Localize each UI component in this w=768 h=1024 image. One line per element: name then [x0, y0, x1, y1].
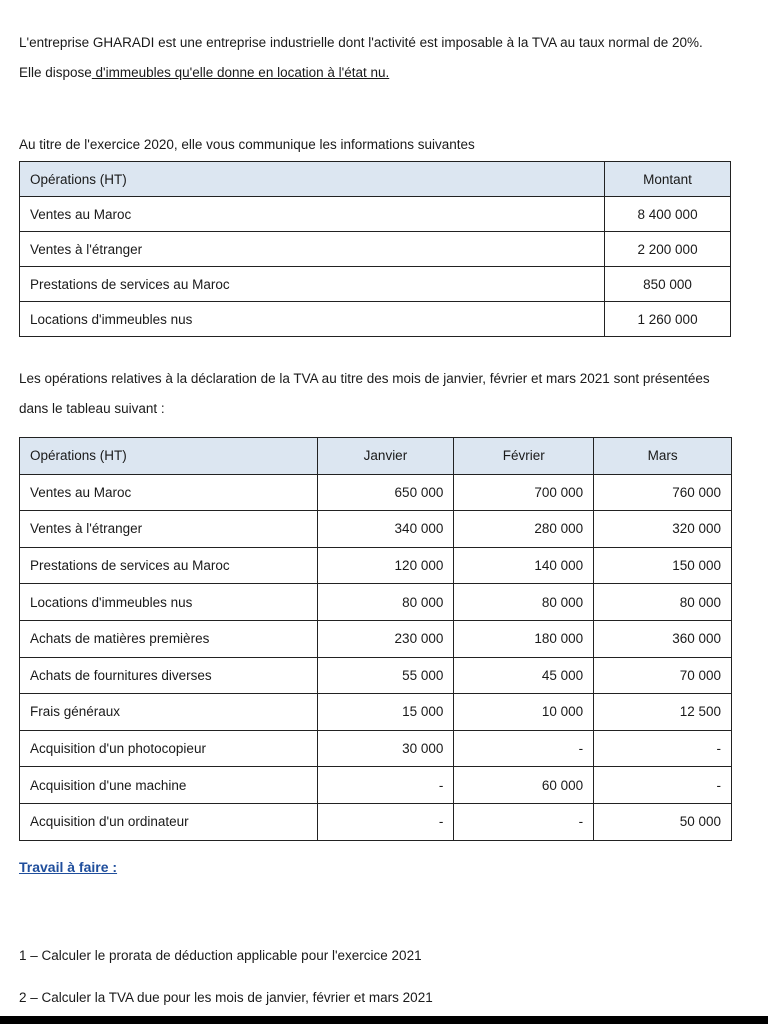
operation-cell: Achats de matières premières	[20, 620, 318, 657]
fevrier-cell: 60 000	[454, 767, 594, 804]
operation-cell: Frais généraux	[20, 694, 318, 731]
intro-line-2-prefix: Elle dispose	[19, 65, 92, 80]
operation-cell: Acquisition d'un ordinateur	[20, 803, 318, 840]
mars-cell: 12 500	[594, 694, 732, 731]
exercise-2020-table	[19, 161, 731, 337]
operation-cell: Acquisition d'un photocopieur	[20, 730, 318, 767]
table-row	[20, 511, 732, 548]
table-row	[20, 657, 732, 694]
column-header-fevrier: Février	[454, 438, 594, 475]
fevrier-cell: 45 000	[454, 657, 594, 694]
janvier-cell: 230 000	[317, 620, 454, 657]
operation-cell: Locations d'immeubles nus	[20, 302, 605, 337]
column-header-mars: Mars	[594, 438, 732, 475]
janvier-cell: 55 000	[317, 657, 454, 694]
table-header-row	[20, 162, 731, 197]
janvier-cell: 120 000	[317, 547, 454, 584]
janvier-cell: 340 000	[317, 511, 454, 548]
table-row	[20, 803, 732, 840]
fevrier-cell: 10 000	[454, 694, 594, 731]
janvier-cell: -	[317, 803, 454, 840]
table-row	[20, 694, 732, 731]
fevrier-cell: 700 000	[454, 474, 594, 511]
mars-cell: 760 000	[594, 474, 732, 511]
fevrier-cell: -	[454, 803, 594, 840]
intro-line-1: L'entreprise GHARADI est une entreprise industrielle dont l'activité est imposable à la TVA au taux normal de 20%.	[19, 35, 703, 50]
mars-cell: -	[594, 767, 732, 804]
amount-cell: 2 200 000	[605, 232, 731, 267]
table-row	[20, 474, 732, 511]
bottom-black-bar	[0, 1016, 768, 1024]
table-row	[20, 302, 731, 337]
fevrier-cell: 180 000	[454, 620, 594, 657]
table-row	[20, 767, 732, 804]
intro-line-2	[19, 65, 389, 80]
amount-cell: 1 260 000	[605, 302, 731, 337]
janvier-cell: -	[317, 767, 454, 804]
janvier-cell: 80 000	[317, 584, 454, 621]
operation-cell: Prestations de services au Maroc	[20, 547, 318, 584]
amount-cell: 850 000	[605, 267, 731, 302]
mars-cell: 150 000	[594, 547, 732, 584]
table1-caption: Au titre de l'exercice 2020, elle vous communique les informations suivantes	[19, 137, 475, 152]
operation-cell: Prestations de services au Maroc	[20, 267, 605, 302]
table-row	[20, 197, 731, 232]
amount-cell: 8 400 000	[605, 197, 731, 232]
fevrier-cell: 80 000	[454, 584, 594, 621]
mars-cell: -	[594, 730, 732, 767]
operation-cell: Achats de fournitures diverses	[20, 657, 318, 694]
fevrier-cell: -	[454, 730, 594, 767]
operation-cell: Ventes au Maroc	[20, 474, 318, 511]
janvier-cell: 650 000	[317, 474, 454, 511]
paragraph2-line-2: dans le tableau suivant :	[19, 401, 165, 416]
table-row	[20, 267, 731, 302]
janvier-cell: 15 000	[317, 694, 454, 731]
mars-cell: 50 000	[594, 803, 732, 840]
column-header-montant: Montant	[605, 162, 731, 197]
column-header-operations: Opérations (HT)	[20, 162, 605, 197]
mars-cell: 360 000	[594, 620, 732, 657]
operation-cell: Ventes à l'étranger	[20, 511, 318, 548]
column-header-janvier: Janvier	[317, 438, 454, 475]
table-row	[20, 730, 732, 767]
monthly-operations-table	[19, 437, 732, 841]
task-heading: Travail à faire :	[19, 859, 118, 875]
operation-cell: Locations d'immeubles nus	[20, 584, 318, 621]
mars-cell: 80 000	[594, 584, 732, 621]
mars-cell: 70 000	[594, 657, 732, 694]
table-header-row	[20, 438, 732, 475]
operation-cell: Ventes au Maroc	[20, 197, 605, 232]
operation-cell: Acquisition d'une machine	[20, 767, 318, 804]
paragraph2-line-1: Les opérations relatives à la déclaration de la TVA au titre des mois de janvier, février et mars 2021 sont présentées	[19, 371, 710, 386]
fevrier-cell: 280 000	[454, 511, 594, 548]
fevrier-cell: 140 000	[454, 547, 594, 584]
task-item-1: 1 – Calculer le prorata de déduction applicable pour l'exercice 2021	[19, 948, 422, 963]
operation-cell: Ventes à l'étranger	[20, 232, 605, 267]
mars-cell: 320 000	[594, 511, 732, 548]
table-row	[20, 232, 731, 267]
janvier-cell: 30 000	[317, 730, 454, 767]
table-row	[20, 620, 732, 657]
column-header-operations: Opérations (HT)	[20, 438, 318, 475]
table-row	[20, 547, 732, 584]
table-row	[20, 584, 732, 621]
task-item-2: 2 – Calculer la TVA due pour les mois de janvier, février et mars 2021	[19, 990, 433, 1005]
intro-line-2-underlined: d'immeubles qu'elle donne en location à l'état nu.	[91, 65, 390, 80]
